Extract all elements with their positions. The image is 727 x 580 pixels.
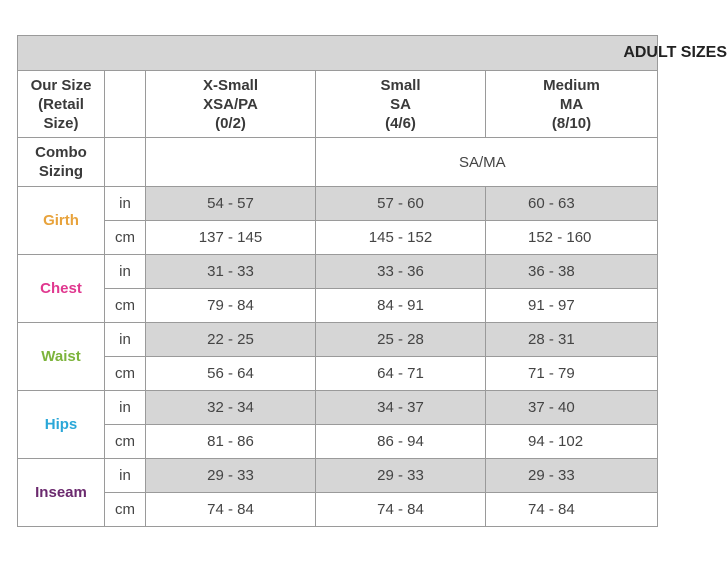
size-retail: (8/10) xyxy=(551,114,592,132)
size-code: XSA/PA xyxy=(203,95,258,113)
value-cell: 34 - 37 xyxy=(316,391,486,425)
size-header-medium xyxy=(486,71,658,138)
unit-label-cm: cm xyxy=(105,289,146,323)
our-size-line-1: Our Size xyxy=(30,76,92,94)
combo-sizing-label xyxy=(18,138,105,187)
size-name: X-Small xyxy=(202,76,259,94)
unit-label-cm: cm xyxy=(105,357,146,391)
table-row xyxy=(18,357,658,391)
value-cell: 31 - 33 xyxy=(146,255,316,289)
banner-title: ADULT SIZES xyxy=(623,44,727,61)
size-code: MA xyxy=(559,95,584,113)
combo-value-xsmall xyxy=(146,138,316,187)
table-row xyxy=(18,289,658,323)
size-name: Medium xyxy=(543,76,600,94)
value-cell: 37 - 40 xyxy=(486,391,658,425)
value-cell: 145 - 152 xyxy=(316,221,486,255)
table-row xyxy=(18,255,658,289)
value-cell: 36 - 38 xyxy=(486,255,658,289)
table-row xyxy=(18,425,658,459)
combo-unit-empty xyxy=(105,138,146,187)
size-retail: (4/6) xyxy=(385,114,416,132)
unit-label-in: in xyxy=(105,459,146,493)
value-cell: 64 - 71 xyxy=(316,357,486,391)
our-size-line-3: Size) xyxy=(43,114,79,132)
table-row xyxy=(18,493,658,527)
combo-line-1: Combo xyxy=(35,144,87,161)
value-cell: 28 - 31 xyxy=(486,323,658,357)
value-cell: 137 - 145 xyxy=(146,221,316,255)
value-cell: 33 - 36 xyxy=(316,255,486,289)
measurement-label-inseam: Inseam xyxy=(18,459,105,527)
value-cell: 25 - 28 xyxy=(316,323,486,357)
value-cell: 29 - 33 xyxy=(316,459,486,493)
value-cell: 29 - 33 xyxy=(486,459,658,493)
size-code: SA xyxy=(390,95,411,113)
value-cell: 74 - 84 xyxy=(316,493,486,527)
measurement-label-chest: Chest xyxy=(18,255,105,323)
value-cell: 57 - 60 xyxy=(316,187,486,221)
size-retail: (0/2) xyxy=(215,114,246,132)
our-size-header xyxy=(18,71,105,138)
value-cell: 56 - 64 xyxy=(146,357,316,391)
value-cell: 86 - 94 xyxy=(316,425,486,459)
size-header-small xyxy=(316,71,486,138)
table-row xyxy=(18,187,658,221)
value-cell: 84 - 91 xyxy=(316,289,486,323)
size-header-xsmall xyxy=(146,71,316,138)
size-table xyxy=(17,35,727,527)
value-cell: 91 - 97 xyxy=(486,289,658,323)
unit-label-in: in xyxy=(105,255,146,289)
table-row xyxy=(18,459,658,493)
unit-label-cm: cm xyxy=(105,221,146,255)
value-cell: 71 - 79 xyxy=(486,357,658,391)
size-name: Small xyxy=(380,76,421,94)
value-cell: 79 - 84 xyxy=(146,289,316,323)
combo-line-2: Sizing xyxy=(38,163,84,180)
value-cell: 94 - 102 xyxy=(486,425,658,459)
unit-label-in: in xyxy=(105,187,146,221)
unit-label-in: in xyxy=(105,323,146,357)
table-row xyxy=(18,221,658,255)
value-cell: 29 - 33 xyxy=(146,459,316,493)
value-cell: 152 - 160 xyxy=(486,221,658,255)
our-size-line-2: (Retail xyxy=(38,95,84,113)
measurement-label-hips: Hips xyxy=(18,391,105,459)
measurement-label-girth: Girth xyxy=(18,187,105,255)
value-cell: 74 - 84 xyxy=(146,493,316,527)
value-cell: 81 - 86 xyxy=(146,425,316,459)
unit-label-in: in xyxy=(105,391,146,425)
table-row xyxy=(18,323,658,357)
unit-label-cm: cm xyxy=(105,425,146,459)
value-cell: 74 - 84 xyxy=(486,493,658,527)
measurement-label-waist: Waist xyxy=(18,323,105,391)
table-row xyxy=(18,391,658,425)
size-chart xyxy=(17,35,727,527)
unit-header-empty xyxy=(105,71,146,138)
value-cell: 54 - 57 xyxy=(146,187,316,221)
value-cell: 60 - 63 xyxy=(486,187,658,221)
adult-sizes-banner xyxy=(18,36,727,71)
value-cell: 22 - 25 xyxy=(146,323,316,357)
value-cell: 32 - 34 xyxy=(146,391,316,425)
unit-label-cm: cm xyxy=(105,493,146,527)
combo-value-small-medium: SA/MA xyxy=(316,138,658,187)
